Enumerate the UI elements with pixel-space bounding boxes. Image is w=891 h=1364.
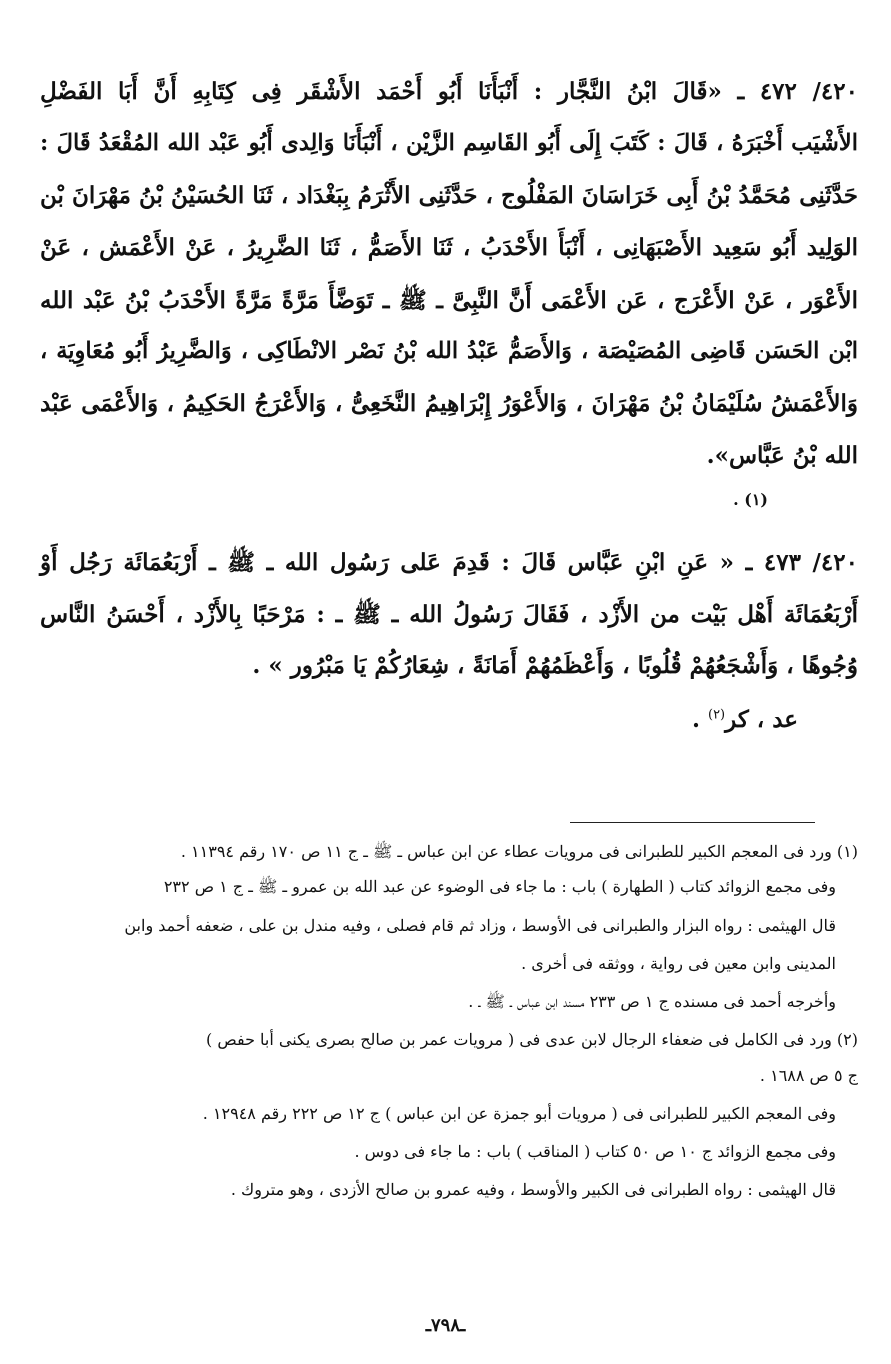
hadith-473-source — [692, 706, 798, 733]
hadith-472-line-5: الأَعْوَر ، عَنْ الأَعْرَج ، عَن الأَعْمَى أَنَّ النَّبِىَّ ـ ﷺ ـ تَوَضَّأَ مَرَّةً مَرَّةً الأَحْدَبُ بْنُ عَبْد الله — [40, 287, 858, 314]
footnote-2-line-1: (٢) ورد فى الكامل فى ضعفاء الرجال لابن عدى فى ( مرويات عمر بن صالح بصرى يكنى أبا حفص ) — [206, 1030, 858, 1049]
hadith-472-line-8: الله بْنُ عَبَّاس». — [706, 442, 858, 469]
hadith-473-line-1: ٤٢٠/ ٤٧٣ ـ « عَنِ ابْنِ عَبَّاس قَالَ : قَدِمَ عَلى رَسُول الله ـ ﷺ ـ أَرْبَعُمَائَة رَجُل أَوْ — [40, 549, 858, 576]
footnote-divider — [570, 822, 815, 823]
footnote-1-line-4: المدينى وابن معين فى رواية ، ووثقه فى أخرى . — [521, 954, 836, 973]
footnote-ref-2: (٢) — [707, 707, 726, 723]
hadith-472-line-4: الوَلِيد أَبُو سَعِيد الأَصْبَهَانِى ، أَنْبَأَ الأَحْدَبُ ، ثَنَا الأَصَمُّ ، ثَنَا الضَّرِيرُ ، عَنْ الأَعْمَش ، عَنْ — [40, 234, 858, 261]
footnote-2-line-3: وفى المعجم الكبير للطبرانى فى ( مرويات أبو جمزة عن ابن عباس ) ج ١٢ ص ٢٢٢ رقم ١٢٩٤٨ . — [202, 1104, 836, 1123]
footnote-1-line-2: وفى مجمع الزوائد كتاب ( الطهارة ) باب : ما جاء فى الوضوء عن عبد الله بن عمرو ـ ﷺ ـ ج ١ ص ٢٣٢ — [163, 877, 836, 896]
hadith-472-source: (١) . — [733, 490, 768, 509]
hadith-472-line-3: حَدَّثَنِى مُحَمَّدُ بْنُ أَبِى خَرَاسَانَ المَفْلُوج ، حَدَّثَنِى الأَثْرَمُ بِبَغْدَاد ، ثَنَا الحُسَيْنُ بْنُ مَهْرَانَ بْن — [40, 182, 858, 209]
hadith-473-line-2: أَرْبَعُمَائَة أَهْل بَيْت من الأَزْد ، فَقَالَ رَسُولُ الله ـ ﷺ ـ : مَرْحَبًا بِالأَزْد ، أَحْسَنُ النَّاس — [40, 601, 858, 628]
footnote-2-line-2: ج ٥ ص ١٦٨٨ . — [759, 1066, 858, 1085]
footnote-1-line-1: (١) ورد فى المعجم الكبير للطبرانى فى مرويات عطاء عن ابن عباس ـ ﷺ ـ ج ١١ ص ١٧٠ رقم ١١٣٩٤ . — [180, 842, 858, 861]
source-abbrev: عد ، كر — [725, 706, 798, 733]
footnote-2-line-4: وفى مجمع الزوائد ج ١٠ ص ٥٠ كتاب ( المناقب ) باب : ما جاء فى دوس . — [354, 1142, 836, 1161]
hadith-473-line-3: وُجُوهًا ، وَأَشْجَعُهُمْ قُلُوبًا ، وَأَعْظَمُهُمْ أَمَانَةً ، شِعَارُكُمْ يَا مَبْرُور » . — [252, 652, 858, 679]
hadith-472-line-1: ٤٢٠/ ٤٧٢ ـ «قَالَ ابْنُ النَّجَّار : أَنْبَأَنَا أَبُو أَحْمَد الأَشْقَر فِى كِتَابِهِ أَنَّ أَبَا الفَضْلِ — [40, 78, 858, 105]
hadith-472-line-2: الأَشْيَب أَخْبَرَهُ ، قَالَ : كَتَبَ إِلَى أَبُو القَاسِم الزَّيْن ، أَنْبَأَنَا وَالِدى أَبُو عَبْد الله المُقْعَدُ قَالَ : — [40, 130, 858, 156]
hadith-472-line-6: ابْن الحَسَن قَاضِى المُصَيْصَة ، وَالأَصَمُّ عَبْدُ الله بْنُ نَصْر الانْطَاكِى ، وَالضَّرِيرُ أَبُو مُعَاوِيَة ، — [40, 338, 858, 364]
source-end: . — [691, 706, 708, 733]
page-number: ـ٧٩٨ـ — [425, 1315, 466, 1336]
footnote-1-line-5: وأخرجه أحمد فى مسنده ج ١ ص ٢٣٣ مسند ابن عباس ـ ﷺ ـ . — [468, 992, 836, 1011]
footnote-2-line-5: قال الهيثمى : رواه الطبرانى فى الكبير والأوسط ، وفيه عمرو بن صالح الأزدى ، وهو متروك . — [230, 1180, 836, 1199]
footnote-1-line-3: قال الهيثمى : رواه البزار والطبرانى فى الأوسط ، وزاد ثم قام فصلى ، وفيه مندل بن على ، ضعفه أحمد وابن — [124, 916, 836, 935]
hadith-472-line-7: وَالأَعْمَشُ سُلَيْمَانُ بْنُ مَهْرَانَ ، وَالأَعْوَرُ إِبْرَاهِيمُ النَّخَعِىُّ ، وَالأَعْرَجُ الحَكِيمُ ، وَالأَعْمَى عَبْد — [40, 390, 858, 417]
